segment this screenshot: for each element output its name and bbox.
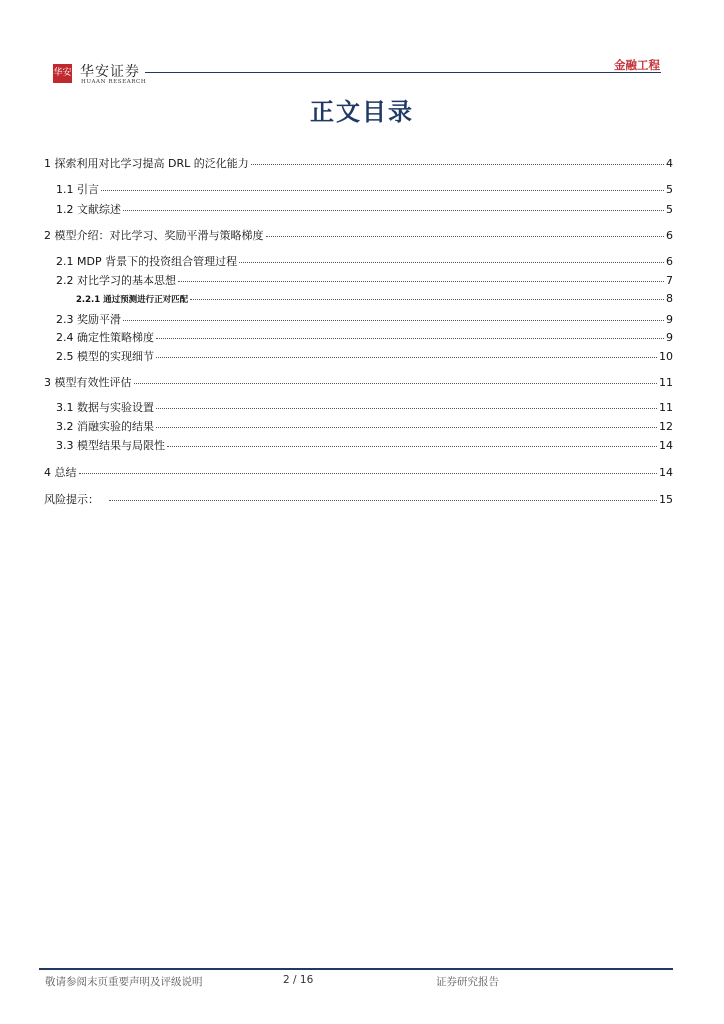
toc-entry-page: 15 [659, 493, 673, 506]
toc-leader-dots [239, 262, 664, 263]
footer-page-indicator: 2 / 16 [283, 974, 314, 986]
footer-report-type: 证券研究报告 [436, 976, 499, 988]
toc-entry[interactable] [56, 272, 673, 288]
toc-leader-dots [266, 236, 665, 237]
toc-leader-dots [123, 320, 664, 321]
toc-entry[interactable] [56, 311, 673, 327]
toc-entry-label: 3.1 数据与实验设置 [56, 401, 154, 414]
header-divider [145, 72, 661, 73]
toc-leader-dots [156, 338, 664, 339]
toc-entry-label: 2.2.1 通过预测进行正对匹配 [76, 295, 189, 305]
toc-leader-dots [101, 190, 664, 191]
toc-entry-page: 9 [666, 313, 673, 326]
toc-entry[interactable] [44, 155, 673, 171]
toc-entry-label: 3.2 消融实验的结果 [56, 420, 154, 433]
toc-leader-dots [156, 427, 657, 428]
company-logo-english: HUAAN RESEARCH [81, 79, 147, 85]
toc-entry-label: 2 模型介绍：对比学习、奖励平滑与策略梯度 [44, 229, 264, 242]
toc-entry[interactable] [44, 464, 673, 480]
page-title: 正文目录 [310, 98, 414, 126]
toc-entry-label: 4 总结 [44, 466, 77, 479]
toc-leader-dots [156, 357, 657, 358]
footer-divider [39, 968, 673, 970]
toc-entry-label: 风险提示： [44, 493, 99, 506]
toc-entry[interactable] [44, 491, 673, 507]
toc-entry[interactable] [56, 437, 673, 453]
toc-entry[interactable] [56, 348, 673, 364]
toc-entry-label: 2.1 MDP 背景下的投资组合管理过程 [56, 255, 238, 268]
toc-entry[interactable] [56, 329, 673, 345]
toc-entry[interactable] [76, 292, 673, 305]
toc-entry-label: 2.4 确定性策略梯度 [56, 331, 154, 344]
section-label: 金融工程 [614, 58, 660, 72]
toc-leader-dots [190, 299, 664, 300]
toc-entry[interactable] [56, 399, 673, 415]
toc-entry-page: 6 [666, 255, 673, 268]
toc-entry-label: 1 探索利用对比学习提高 DRL 的泛化能力 [44, 157, 249, 170]
toc-entry-page: 5 [666, 183, 673, 196]
toc-leader-dots [134, 383, 658, 384]
toc-entry-page: 4 [666, 157, 673, 170]
toc-entry-page: 7 [666, 274, 673, 287]
toc-entry-label: 1.1 引言 [56, 183, 99, 196]
toc-entry-page: 9 [666, 331, 673, 344]
toc-entry-page: 6 [666, 229, 673, 242]
toc-entry-page: 5 [666, 203, 673, 216]
toc-entry-page: 11 [659, 376, 673, 389]
toc-leader-dots [156, 408, 657, 409]
toc-entry[interactable] [56, 253, 673, 269]
company-logo-name: 华安证券 [80, 64, 140, 80]
toc-entry[interactable] [56, 418, 673, 434]
footer-disclaimer: 敬请参阅末页重要声明及评级说明 [45, 976, 203, 988]
toc-entry[interactable] [44, 374, 673, 390]
toc-entry[interactable] [56, 181, 673, 197]
toc-entry-label: 2.2 对比学习的基本思想 [56, 274, 176, 287]
toc-leader-dots [167, 446, 657, 447]
company-logo-mark: 华安 [53, 64, 72, 83]
toc-leader-dots [79, 473, 658, 474]
toc-entry-page: 14 [659, 466, 673, 479]
toc-entry-page: 8 [666, 292, 673, 305]
toc-leader-dots [123, 210, 664, 211]
toc-leader-dots [178, 281, 664, 282]
toc-leader-dots [251, 164, 664, 165]
toc-entry-label: 2.3 奖励平滑 [56, 313, 121, 326]
toc-entry-label: 3.3 模型结果与局限性 [56, 439, 165, 452]
toc-leader-dots [109, 500, 657, 501]
toc-entry[interactable] [44, 227, 673, 243]
toc-entry-page: 11 [659, 401, 673, 414]
toc-entry-page: 12 [659, 420, 673, 433]
toc-entry-label: 3 模型有效性评估 [44, 376, 132, 389]
toc-entry-page: 14 [659, 439, 673, 452]
toc-entry[interactable] [56, 201, 673, 217]
toc-entry-page: 10 [659, 350, 673, 363]
toc-entry-label: 1.2 文献综述 [56, 203, 121, 216]
toc-entry-label: 2.5 模型的实现细节 [56, 350, 154, 363]
